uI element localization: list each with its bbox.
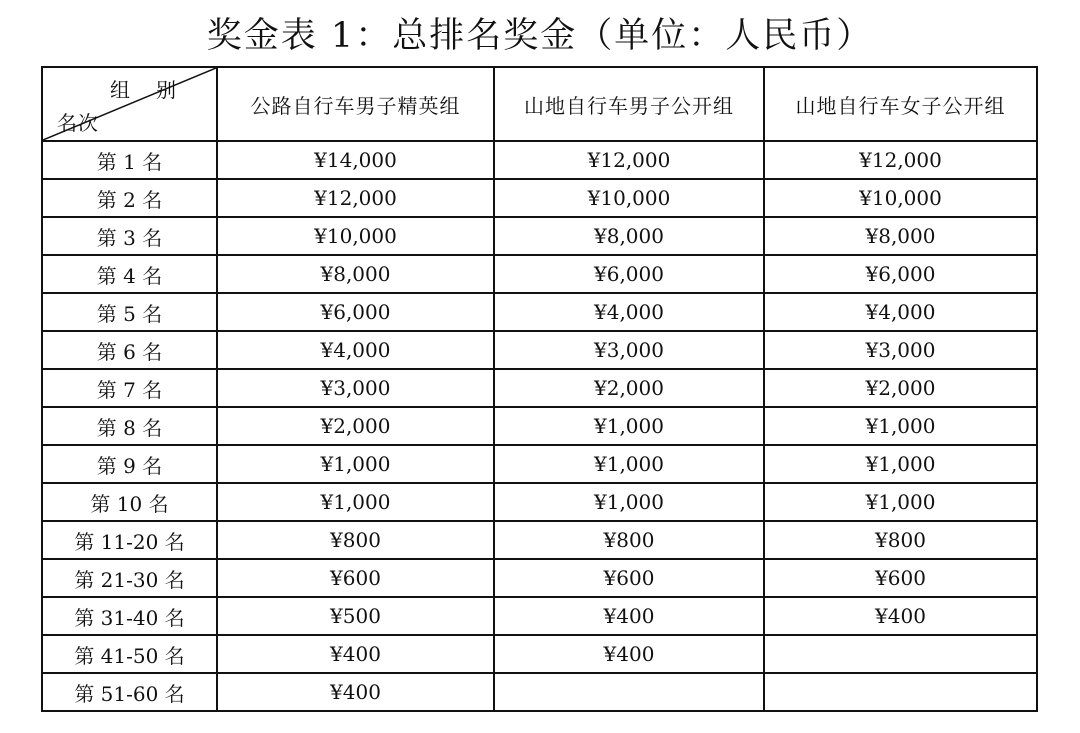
rank-cell: 第 5 名 [42, 293, 217, 331]
prize-cell-road-men-elite: ¥3,000 [217, 369, 494, 407]
prize-cell-road-men-elite: ¥1,000 [217, 483, 494, 521]
table-body [42, 141, 1037, 711]
table-row [42, 369, 1037, 407]
page-title: 奖金表 1：总排名奖金（单位：人民币） [206, 16, 874, 56]
rank-cell: 第 3 名 [42, 217, 217, 255]
table-row [42, 483, 1037, 521]
prize-cell-mtb-men-open: ¥10,000 [494, 179, 764, 217]
prize-cell-mtb-men-open: ¥800 [494, 521, 764, 559]
prize-cell-mtb-men-open [494, 673, 764, 711]
prize-cell-mtb-women-open: ¥6,000 [764, 255, 1037, 293]
table-row [42, 597, 1037, 635]
prize-cell-mtb-men-open: ¥400 [494, 597, 764, 635]
table-row [42, 141, 1037, 179]
prize-cell-mtb-men-open: ¥600 [494, 559, 764, 597]
prize-cell-mtb-women-open: ¥4,000 [764, 293, 1037, 331]
column-header-mtb-women-open: 山地自行车女子公开组 [764, 67, 1037, 141]
prize-cell-mtb-men-open: ¥1,000 [494, 407, 764, 445]
rank-cell: 第 8 名 [42, 407, 217, 445]
prize-cell-road-men-elite: ¥1,000 [217, 445, 494, 483]
prize-cell-mtb-women-open: ¥2,000 [764, 369, 1037, 407]
prize-cell-mtb-women-open [764, 635, 1037, 673]
prize-cell-mtb-women-open: ¥1,000 [764, 445, 1037, 483]
corner-rank-label: 名次 [57, 111, 99, 135]
table-row [42, 407, 1037, 445]
rank-cell: 第 6 名 [42, 331, 217, 369]
table-row [42, 255, 1037, 293]
rank-cell: 第 9 名 [42, 445, 217, 483]
table-row [42, 559, 1037, 597]
rank-cell: 第 4 名 [42, 255, 217, 293]
prize-cell-road-men-elite: ¥500 [217, 597, 494, 635]
rank-cell: 第 7 名 [42, 369, 217, 407]
table-row [42, 217, 1037, 255]
prize-cell-mtb-women-open: ¥12,000 [764, 141, 1037, 179]
prize-cell-mtb-women-open: ¥400 [764, 597, 1037, 635]
prize-cell-mtb-men-open: ¥400 [494, 635, 764, 673]
prize-cell-road-men-elite: ¥400 [217, 635, 494, 673]
header-row [42, 67, 1037, 141]
table-row [42, 445, 1037, 483]
rank-cell: 第 10 名 [42, 483, 217, 521]
prize-cell-mtb-women-open: ¥8,000 [764, 217, 1037, 255]
prize-cell-mtb-women-open: ¥800 [764, 521, 1037, 559]
prize-cell-mtb-men-open: ¥2,000 [494, 369, 764, 407]
table-row [42, 331, 1037, 369]
column-header-road-men-elite: 公路自行车男子精英组 [217, 67, 494, 141]
prize-cell-mtb-men-open: ¥3,000 [494, 331, 764, 369]
table-row [42, 673, 1037, 711]
prize-cell-mtb-women-open: ¥10,000 [764, 179, 1037, 217]
rank-cell: 第 41-50 名 [42, 635, 217, 673]
table-row [42, 521, 1037, 559]
table-row [42, 635, 1037, 673]
prize-cell-mtb-men-open: ¥6,000 [494, 255, 764, 293]
table-row [42, 179, 1037, 217]
prize-cell-mtb-women-open: ¥600 [764, 559, 1037, 597]
rank-cell: 第 21-30 名 [42, 559, 217, 597]
rank-cell: 第 2 名 [42, 179, 217, 217]
prize-cell-mtb-men-open: ¥12,000 [494, 141, 764, 179]
prize-cell-mtb-women-open: ¥1,000 [764, 483, 1037, 521]
prize-cell-road-men-elite: ¥2,000 [217, 407, 494, 445]
rank-cell: 第 1 名 [42, 141, 217, 179]
prize-cell-mtb-men-open: ¥1,000 [494, 445, 764, 483]
prize-cell-mtb-women-open [764, 673, 1037, 711]
column-header-mtb-men-open: 山地自行车男子公开组 [494, 67, 764, 141]
prize-cell-mtb-men-open: ¥1,000 [494, 483, 764, 521]
corner-header-cell [42, 67, 217, 141]
rank-cell: 第 31-40 名 [42, 597, 217, 635]
prize-cell-road-men-elite: ¥6,000 [217, 293, 494, 331]
prize-cell-road-men-elite: ¥12,000 [217, 179, 494, 217]
rank-cell: 第 51-60 名 [42, 673, 217, 711]
prize-cell-road-men-elite: ¥14,000 [217, 141, 494, 179]
prize-cell-mtb-women-open: ¥1,000 [764, 407, 1037, 445]
prize-cell-road-men-elite: ¥600 [217, 559, 494, 597]
rank-cell: 第 11-20 名 [42, 521, 217, 559]
prize-cell-mtb-men-open: ¥8,000 [494, 217, 764, 255]
table-row [42, 293, 1037, 331]
corner-group-label: 组别 [110, 78, 202, 102]
prize-cell-road-men-elite: ¥10,000 [217, 217, 494, 255]
prize-cell-mtb-women-open: ¥3,000 [764, 331, 1037, 369]
prize-cell-road-men-elite: ¥4,000 [217, 331, 494, 369]
prize-cell-road-men-elite: ¥800 [217, 521, 494, 559]
prize-cell-road-men-elite: ¥8,000 [217, 255, 494, 293]
prize-cell-mtb-men-open: ¥4,000 [494, 293, 764, 331]
prize-table [41, 66, 1038, 712]
prize-cell-road-men-elite: ¥400 [217, 673, 494, 711]
